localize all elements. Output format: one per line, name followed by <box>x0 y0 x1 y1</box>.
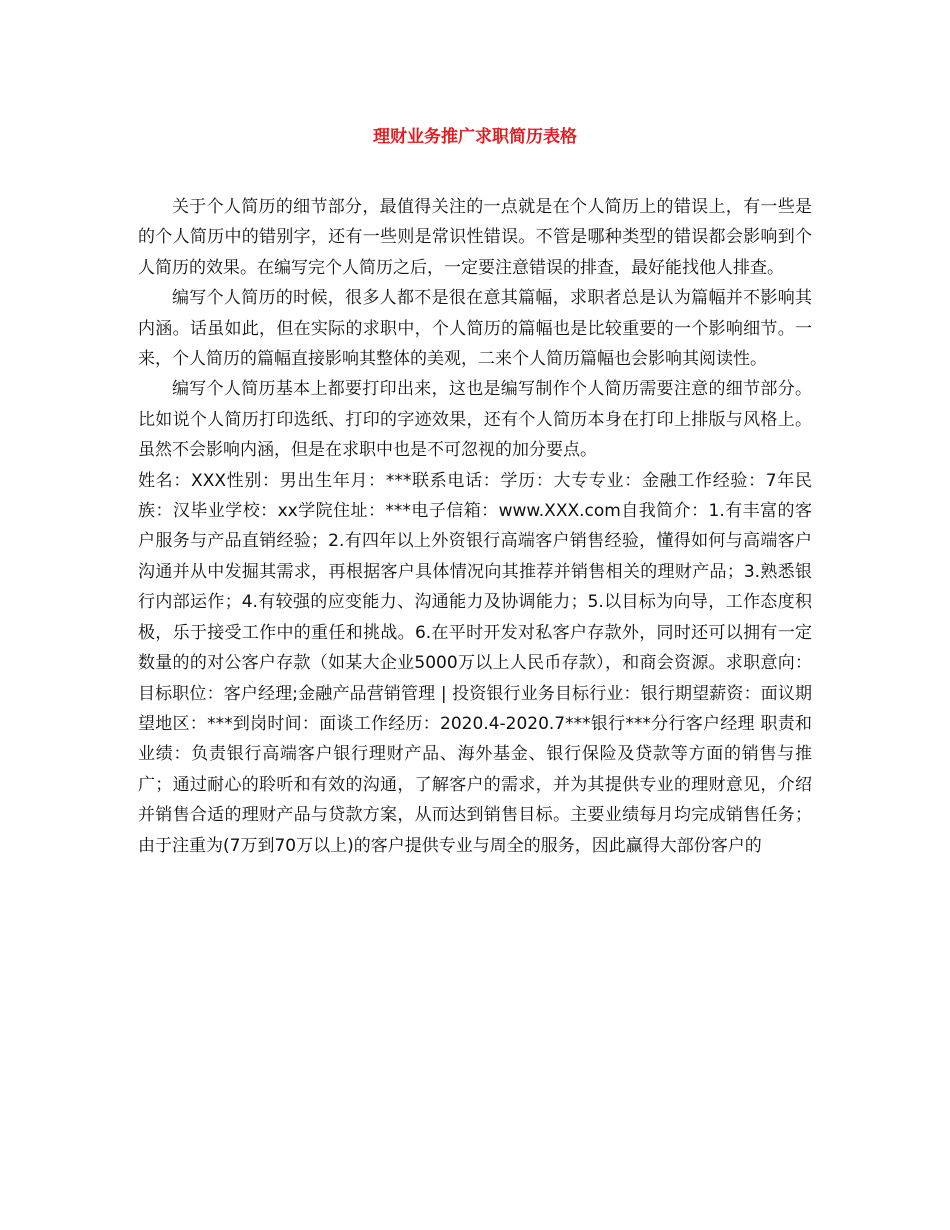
paragraph-printing: 编写个人简历基本上都要打印出来，这也是编写制作个人简历需要注意的细节部分。比如说个人简历打印选纸、打印的字迹效果，还有个人简历本身在打印上排版与风格上。虽然不会影响内涵，但是在求职中也是不可忽视的加分要点。 <box>138 379 812 461</box>
document-body <box>138 192 812 861</box>
paragraph-length: 编写个人简历的时候，很多人都不是很在意其篇幅，求职者总是认为篇幅并不影响其内涵。话虽如此，但在实际的求职中，个人简历的篇幅也是比较重要的一个影响细节。一来，个人简历的篇幅直接影响其整体的美观，二来个人简历篇幅也会影响其阅读性。 <box>138 288 812 370</box>
resume-details: 姓名：XXX性别：男出生年月：***联系电话：学历：大专专业：金融工作经验：7年民族：汉毕业学校：xx学院住址：***电子信箱：www.XXX.com自我简介：1.有丰富的客户服务与产品直销经验；2.有四年以上外资银行高端客户销售经验，懂得如何与高端客户沟通并从中发掘其需求，再根据客户具体情况向其推荐并销售相关的理财产品；3.熟悉银行内部运作；4.有较强的应变能力、沟通能力及协调能力；5.以目标为向导，工作态度积极，乐于接受工作中的重任和挑战。6.在平时开发对私客户存款外，同时还可以拥有一定数量的的对公客户存款（如某大企业5000万以上人民币存款），和商会资源。求职意向：目标职位：客户经理;金融产品营销管理 | 投资银行业务目标行业：银行期望薪资：面议期望地区：***到岗时间：面谈工作经历：2020.4-2020.7***银行***分行客户经理 职责和业绩：负责银行高端客户银行理财产品、海外基金、银行保险及贷款等方面的销售与推广；通过耐心的聆听和有效的沟通，了解客户的需求，并为其提供专业的理财意见，介绍并销售合适的理财产品与贷款方案，从而达到销售目标。主要业绩每月均完成销售任务；由于注重为(7万到70万以上)的客户提供专业与周全的服务，因此赢得大部份客户的 <box>138 470 812 856</box>
document-title: 理财业务推广求职简历表格 <box>373 127 577 147</box>
paragraph-errors: 关于个人简历的细节部分，最值得关注的一点就是在个人简历上的错误上，有一些是的个人简历中的错别字，还有一些则是常识性错误。不管是哪种类型的错误都会影响到个人简历的效果。在编写完个人简历之后，一定要注意错误的排查，最好能找他人排查。 <box>138 197 812 278</box>
